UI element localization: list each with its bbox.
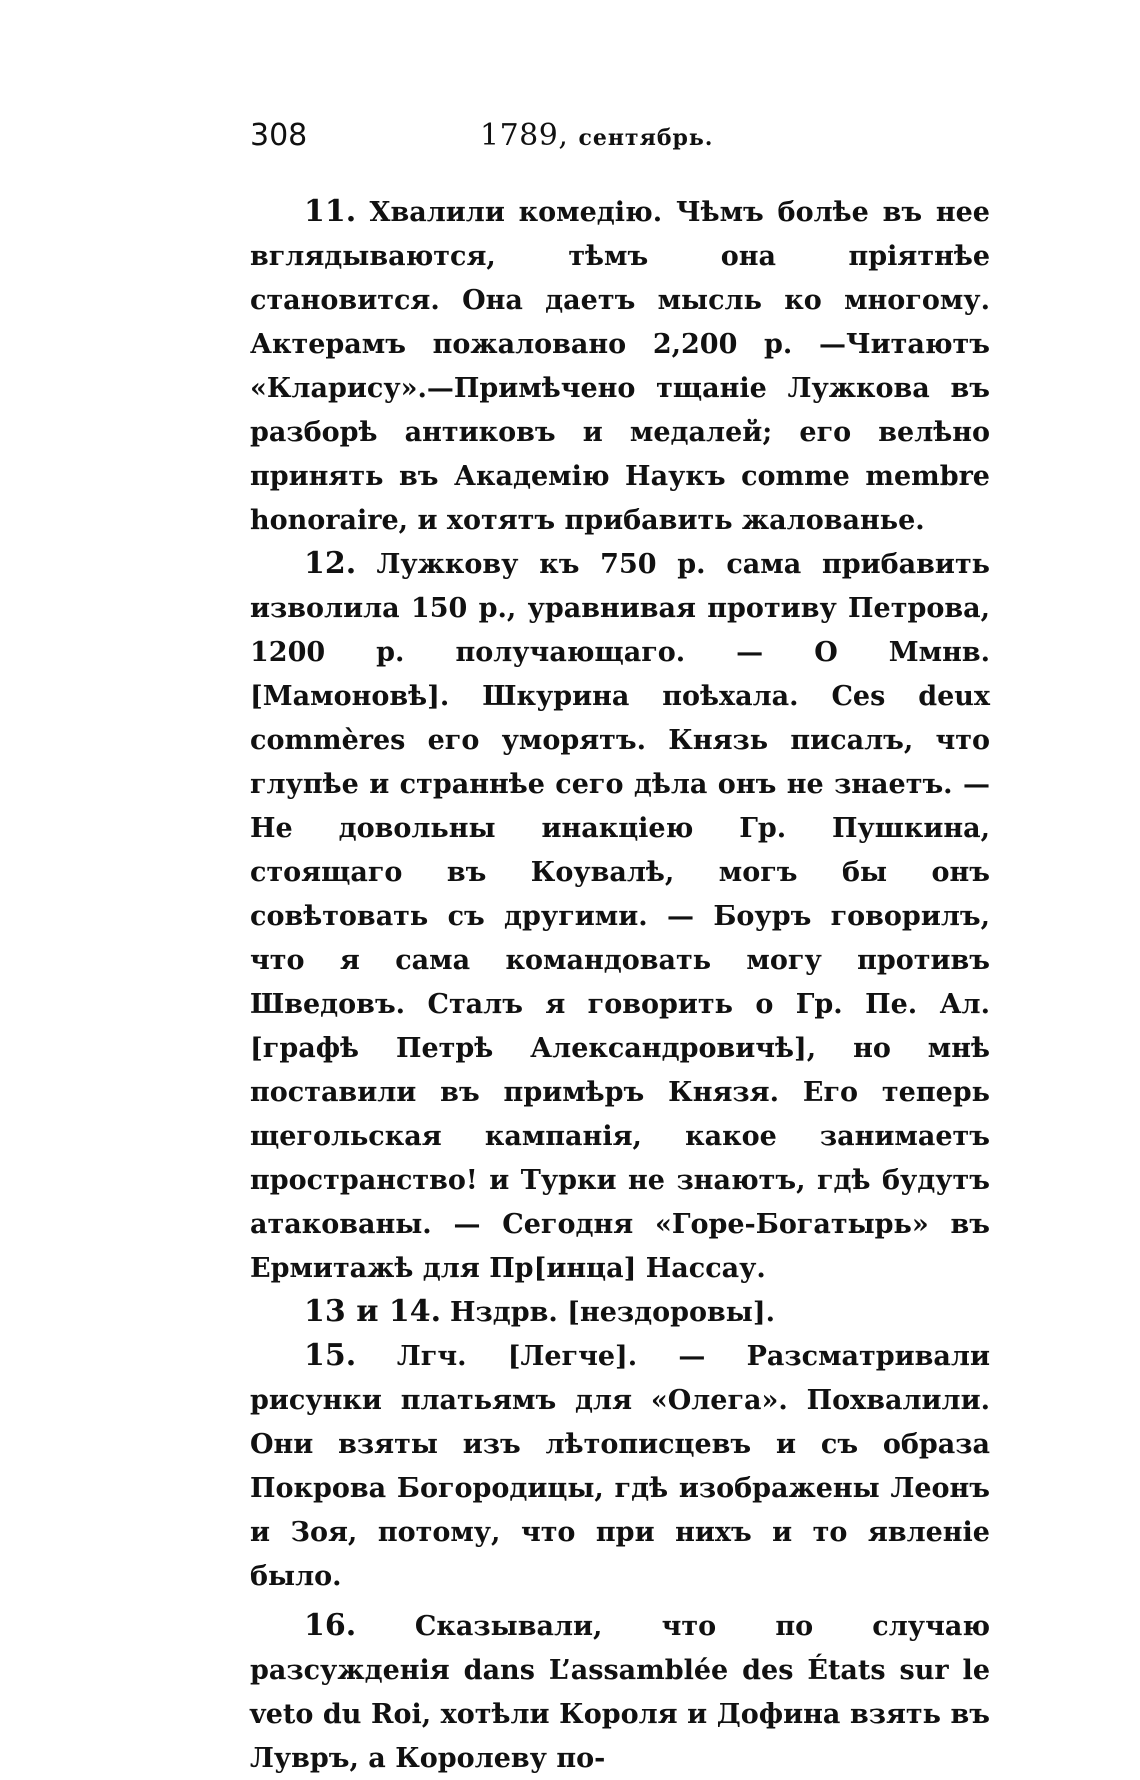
- entry-text: Нздрв. [нездоровы].: [450, 1297, 776, 1328]
- diary-entry: [250, 190, 990, 542]
- header-title: [480, 112, 713, 162]
- entry-date: 11.: [304, 194, 357, 229]
- entry-text: Сказывали, что по случаю разсужденія dans L’assamblée des États sur le veto du Roi, хотѣли Короля и Дофина взять въ Лувръ, а Королеву по-: [250, 1611, 991, 1774]
- entry-text: Хвалили комедію. Чѣмъ болѣе въ нее вглядываются, тѣмъ она пріятнѣе становится. Она даетъ мысль ко многому. Актерамъ пожаловано 2,200 р. —Читаютъ «Кларису».—Примѣчено тщаніе Лужкова въ разборѣ антиковъ и медалей; его велѣно принять въ Академію Наукъ comme membre honoraire, и хотятъ прибавить жалованье.: [250, 197, 990, 536]
- header-month: сентябрь.: [578, 125, 714, 151]
- entry-date: 16.: [304, 1608, 357, 1643]
- running-head: [250, 112, 990, 160]
- entry-text: Лужкову къ 750 р. сама прибавить изволила 150 р., уравнивая противу Петрова, 1200 р. получающаго. — О Ммнв. [Мамоновѣ]. Шкурина поѣхала. Ces deux commères его уморятъ. Князь писалъ, что глупѣе и страннѣе сего дѣла онъ не знаетъ. — Не довольны инакціею Гр. Пушкина, стоящаго въ Коувалѣ, могъ бы онъ совѣтовать съ другими. — Боуръ говорилъ, что я сама командовать могу противъ Шведовъ. Сталъ я говорить о Гр. Пе. Ал. [графѣ Петрѣ Александровичѣ], но мнѣ поставили въ примѣръ Князя. Его теперь щегольская кампанія, какое занимаетъ пространство! и Турки не знаютъ, гдѣ будутъ атакованы. — Сегодня «Горе-Богатырь» въ Ермитажѣ для Пр[инца] Нассау.: [250, 549, 990, 1284]
- page-number: 308: [250, 118, 308, 153]
- document-page: [250, 112, 990, 1780]
- entry-text: Лгч. [Легче]. — Разсматривали рисунки платьямъ для «Олега». Похвалили. Они взяты изъ лѣтописцевъ и съ образа Покрова Богородицы, гдѣ изображены Леонъ и Зоя, потому, что при нихъ и то явленіе было.: [250, 1341, 990, 1592]
- diary-entry: [250, 1290, 990, 1334]
- diary-entry: [250, 1604, 990, 1780]
- header-year: 1789,: [480, 118, 569, 153]
- entry-date: 12.: [304, 546, 357, 581]
- entry-date: 15.: [304, 1338, 357, 1373]
- diary-entry: [250, 1334, 990, 1598]
- diary-entry: [250, 542, 990, 1290]
- entry-date: 13 и 14.: [304, 1294, 442, 1329]
